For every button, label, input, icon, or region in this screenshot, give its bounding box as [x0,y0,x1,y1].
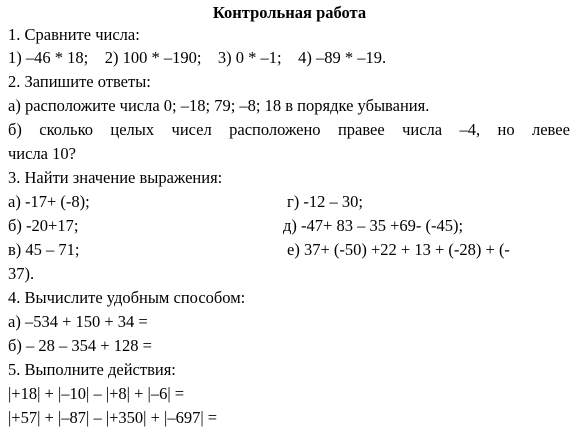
task1-items: 1) –46 * 18; 2) 100 * –190; 3) 0 * –1; 4) –89 * –19. [8,48,387,67]
task2-b-word: числа [402,120,443,139]
task3-item-b: б) -20+17; [8,216,79,235]
task2-b-word: левее [532,120,570,139]
task2-b-word: б) [8,120,22,139]
task3-item-e-cont: 37). [8,264,35,283]
task5-line1: |+18| + |–10| – |+8| + |–6| = [8,384,185,403]
task3-item-v: в) 45 – 71; [8,240,80,259]
task3-item-e: е) 37+ (-50) +22 + 13 + (-28) + (- [287,240,510,259]
task4-item-a: а) –534 + 150 + 34 = [8,312,148,331]
task2-heading: 2. Запишите ответы: [8,72,151,91]
task2-item-a: а) расположите числа 0; –18; 79; –8; 18 в порядке убывания. [8,96,430,115]
task3-item-a: а) -17+ (-8); [8,192,90,211]
task2-b-word: чисел [171,120,212,139]
task2-item-b-line2: числа 10? [8,144,76,163]
task5-line2: |+57| + |–87| – |+350| + |–697| = [8,408,218,427]
task4-heading: 4. Вычислите удобным способом: [8,288,246,307]
document-title: Контрольная работа [212,3,367,22]
task1-heading: 1. Сравните числа: [8,25,140,44]
task2-b-word: но [497,120,515,139]
task2-b-word: целых [110,120,155,139]
task3-item-d: д) -47+ 83 – 35 +69- (-45); [283,216,464,235]
task2-b-word: сколько [39,120,94,139]
task3-heading: 3. Найти значение выражения: [8,168,223,187]
task3-item-g: г) -12 – 30; [287,192,363,211]
task2-b-word: правее [337,120,385,139]
task2-b-word: –4, [459,120,481,139]
task4-item-b: б) – 28 – 354 + 128 = [8,336,152,355]
task2-item-b-line1 [8,120,570,142]
task2-b-word: расположено [229,120,321,139]
task5-heading: 5. Выполните действия: [8,360,176,379]
